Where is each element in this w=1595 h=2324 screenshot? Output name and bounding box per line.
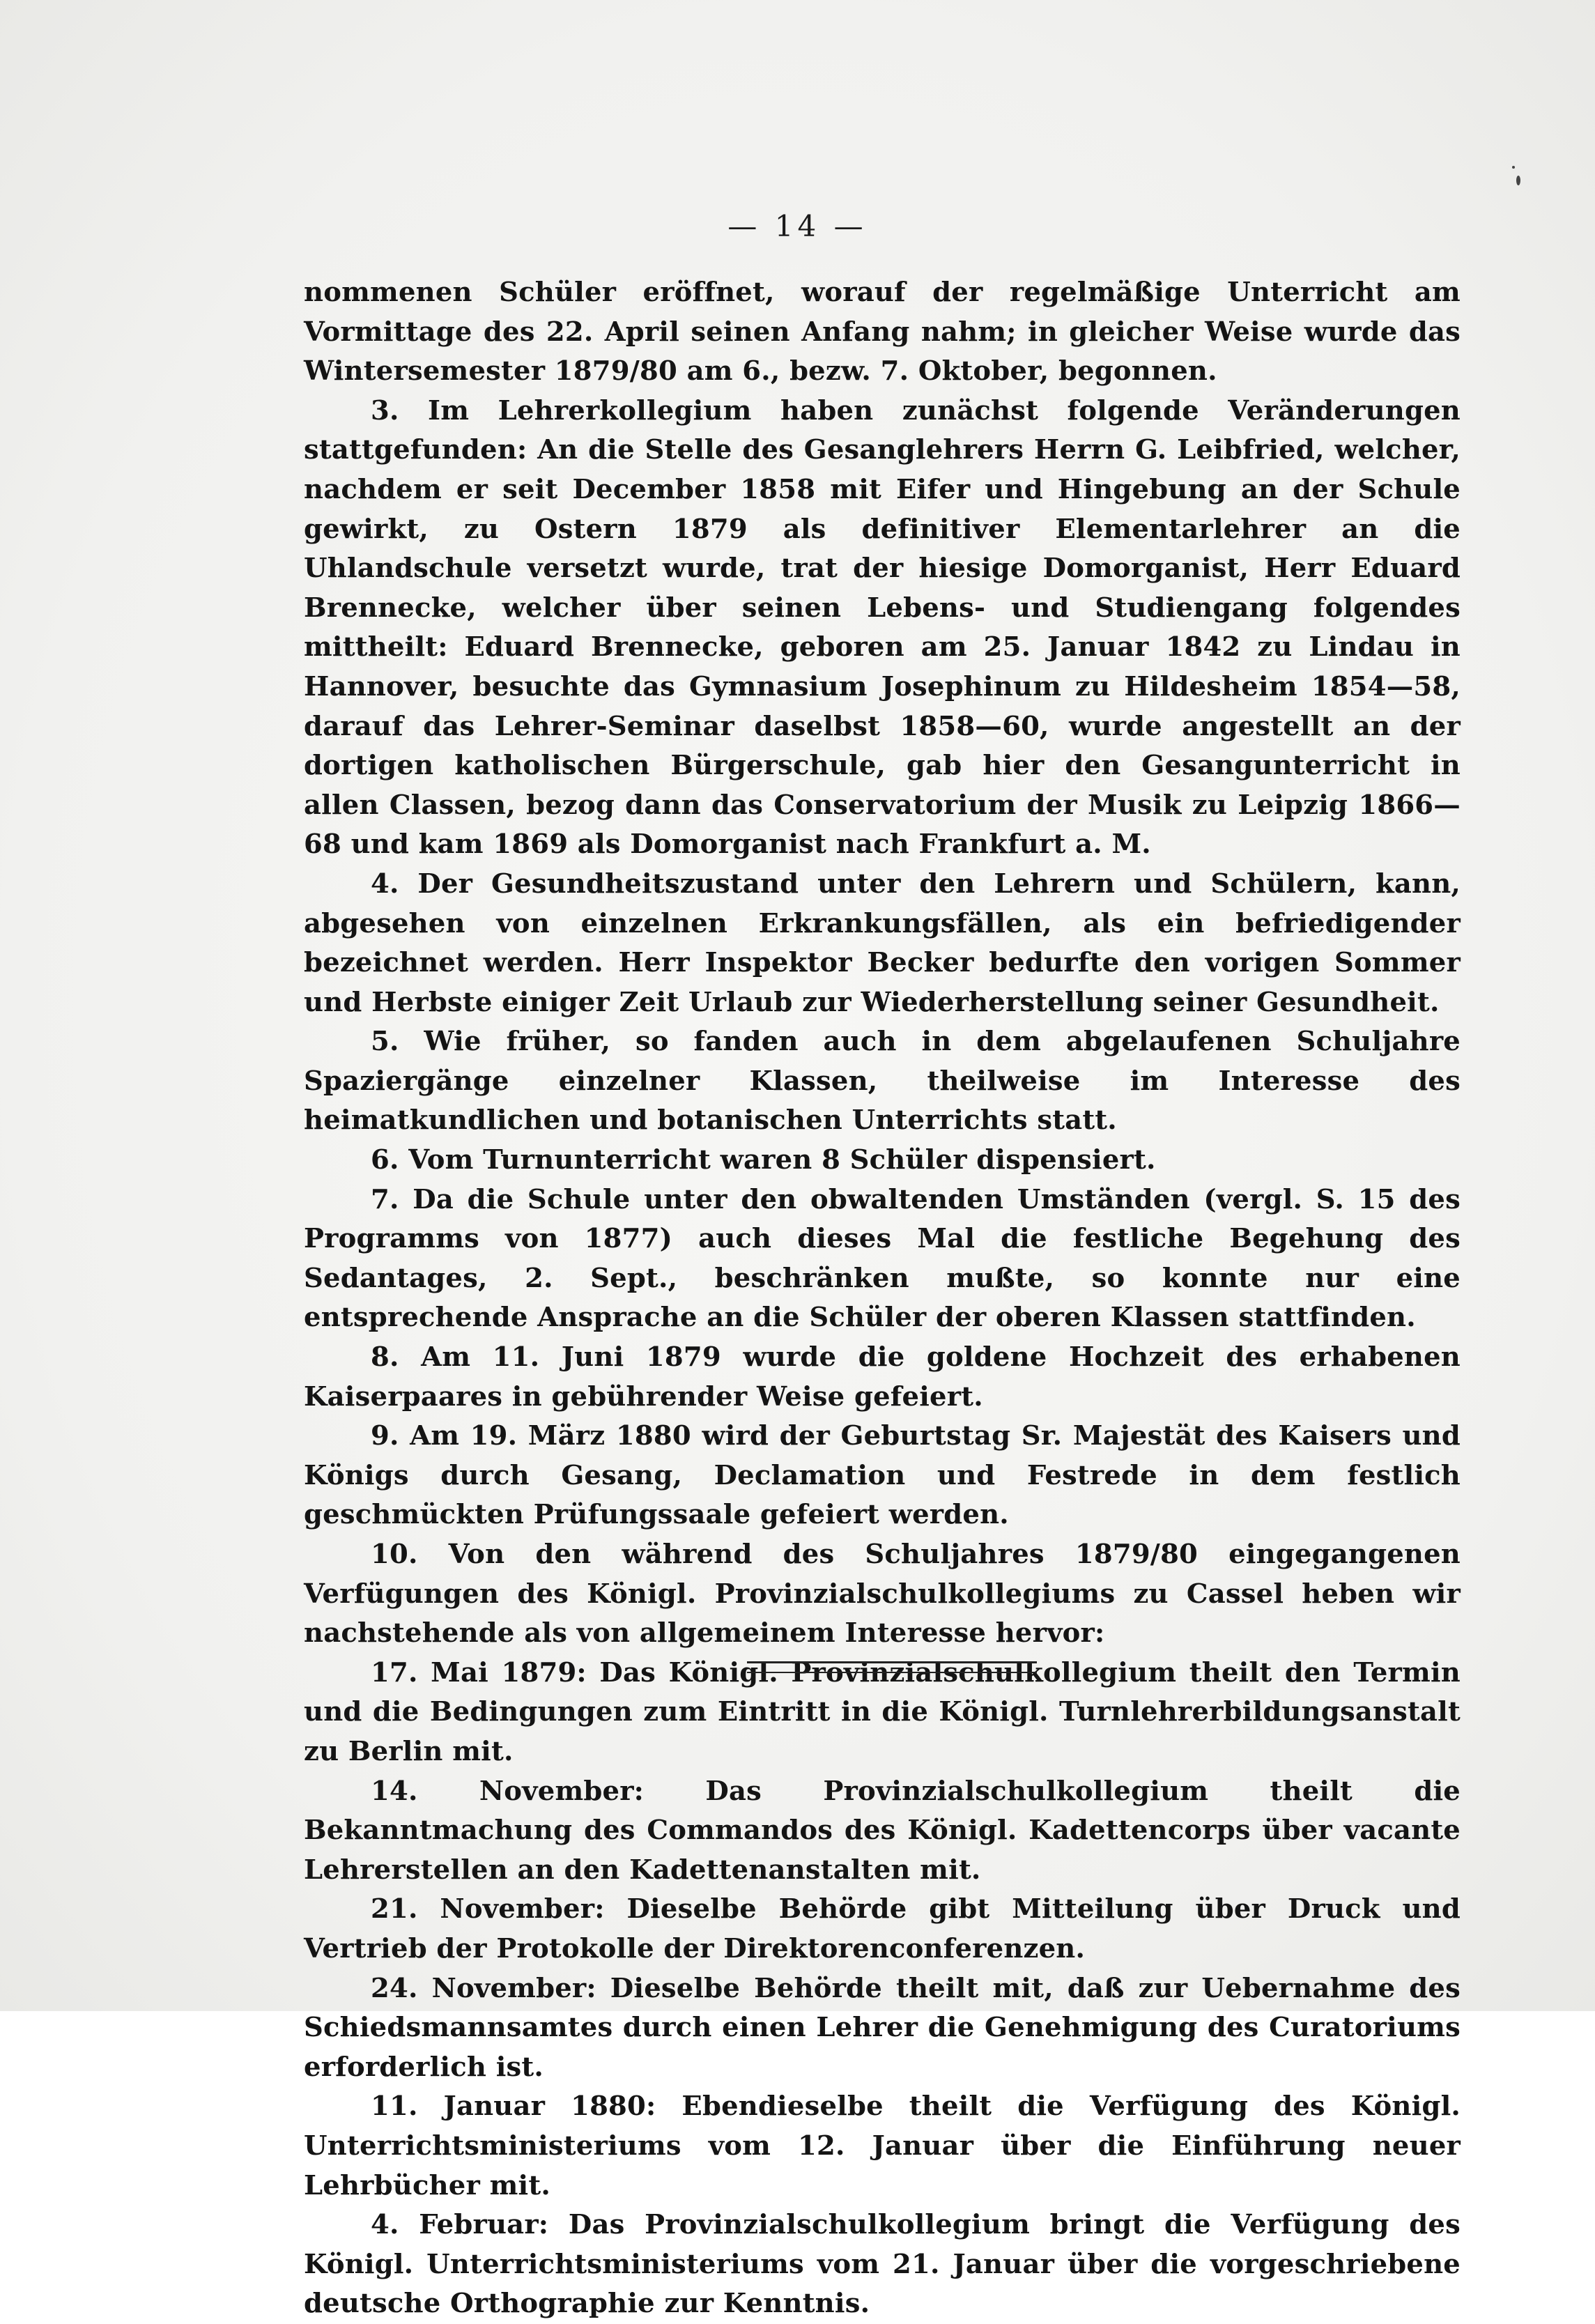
decree-item: 24. November: Dieselbe Behörde theilt mit, daß zur Uebernahme des Schiedsmannsamtes durch einen Lehrer die Genehmigung des Curatoriums erforderlich ist. (304, 1972, 1461, 2083)
paragraph-10-decrees: 10. Von den während des Schuljahres 1879/80 eingegangenen Verfügungen des Königl. Provinzialschulkollegiums zu Cassel heben wir nachstehende als von allgemeinem Interesse hervor: (304, 1539, 1461, 1649)
paragraph-7-sedan-day: 7. Da die Schule unter den obwaltenden Umständen (vergl. S. 15 des Programms von 1877) auch dieses Mal die festliche Begehung des Sedantages, 2. Sept., beschränken mußte, so konnte nur eine entsprechende Ansprache an die Schüler der oberen Klassen stattfinden. (304, 1183, 1461, 1334)
decree-item: 17. Mai 1879: Das Königl. Provinzialschulkollegium theilt den Termin und die Bedingungen zum Eintritt in die Königl. Turnlehrerbildungsanstalt zu Berlin mit. (304, 1656, 1461, 1767)
decree-item: 11. Januar 1880: Ebendieselbe theilt die Verfügung des Königl. Unterrichtsministeriums vom 12. Januar über die Einführung neuer Lehrbücher mit. (304, 2091, 1461, 2201)
paragraph-4-health: 4. Der Gesundheitszustand unter den Lehrern und Schülern, kann, abgesehen von einzelnen Erkrankungsfällen, als ein befriedigender bezeichnet werden. Herr Inspektor Becker bedurfte den vorigen Sommer und Herbste einiger Zeit Urlaub zur Wiederherstellung seiner Gesundheit. (304, 868, 1461, 1018)
page-number: — 14 — (727, 209, 868, 243)
decree-item: 14. November: Das Provinzialschulkollegium theilt die Bekanntmachung des Commandos des Königl. Kadettencorps über vacante Lehrerstellen an den Kadettenanstalten mit. (304, 1775, 1461, 1886)
paragraph-8-golden-wedding: 8. Am 11. Juni 1879 wurde die goldene Hochzeit des erhabenen Kaiserpaares in gebührender Weise gefeiert. (304, 1341, 1461, 1413)
decree-item: 21. November: Dieselbe Behörde gibt Mitteilung über Druck und Vertrieb der Protokolle der Direktorenconferenzen. (304, 1893, 1461, 1964)
closing-double-rule (747, 1661, 1037, 1673)
paragraph-5-excursions: 5. Wie früher, so fanden auch in dem abgelaufenen Schuljahre Spaziergänge einzelner Klassen, theilweise im Interesse des heimatkundlichen und botanischen Unterrichts statt. (304, 1026, 1461, 1137)
paragraph-9-birthday: 9. Am 19. März 1880 wird der Geburtstag Sr. Majestät des Kaisers und Königs durch Gesang, Declamation und Festrede in dem festlich geschmückten Prüfungssaale gefeiert werden. (304, 1420, 1461, 1531)
paragraph-6-gymnastics: 6. Vom Turnunterricht waren 8 Schüler dispensiert. (371, 1144, 1156, 1176)
body-text (304, 273, 1461, 2324)
paper-speck (1516, 176, 1520, 185)
paragraph-continuation: nommenen Schüler eröffnet, worauf der regelmäßige Unterricht am Vormittage des 22. April seinen Anfang nahm; in gleicher Weise wurde das Wintersemester 1879/80 am 6., bezw. 7. Oktober, begonnen. (304, 277, 1461, 387)
decree-item: 4. Februar: Das Provinzialschulkollegium bringt die Verfügung des Königl. Unterrichtsministeriums vom 21. Januar über die vorgeschriebene deutsche Orthographie zur Kenntnis. (304, 2209, 1461, 2320)
paragraph-3-teaching-staff: 3. Im Lehrerkollegium haben zunächst folgende Veränderungen stattgefunden: An die Stelle des Gesanglehrers Herrn G. Leibfried, welcher, nachdem er seit December 1858 mit Eifer und Hingebung an der Schule gewirkt, zu Ostern 1879 als definitiver Elementarlehrer an die Uhlandschule versetzt wurde, trat der hiesige Domorganist, Herr Eduard Brennecke, welcher über seinen Lebens- und Studiengang folgendes mittheilt: Eduard Brennecke, geboren am 25. Januar 1842 zu Lindau in Hannover, besuchte das Gymnasium Josephinum zu Hildesheim 1854—58, darauf das Lehrer-Seminar daselbst 1858—60, wurde angestellt an der dortigen katholischen Bürgerschule, gab hier den Gesangunterricht in allen Classen, bezog dann das Conservatorium der Musik zu Leipzig 1866—68 und kam 1869 als Domorganist nach Frankfurt a. M. (304, 394, 1461, 861)
paper-speck (1512, 166, 1515, 169)
